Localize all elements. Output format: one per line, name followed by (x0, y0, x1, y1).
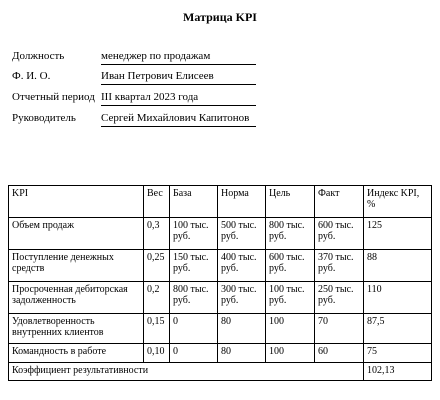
table-cell: Удовлетворенность внутренних клиентов (9, 314, 144, 344)
table-cell: 87,5 (364, 314, 432, 344)
table-cell: 0,25 (144, 250, 170, 282)
effectiveness-label: Коэффициент результативности (9, 363, 364, 381)
table-cell: 80 (218, 344, 266, 363)
table-cell: 100 (266, 314, 315, 344)
full-name-value: Иван Петрович Елисеев (101, 70, 214, 82)
kpi-table (8, 185, 432, 381)
header-cell: Цель (266, 186, 315, 218)
table-row (9, 282, 432, 314)
table-cell: 70 (315, 314, 364, 344)
table-cell: 0,2 (144, 282, 170, 314)
position-value: менеджер по продажам (101, 50, 211, 62)
effectiveness-value: 102,13 (364, 363, 432, 381)
table-row (9, 344, 432, 363)
full-name-underline (101, 84, 256, 85)
table-cell: 600 тыс. руб. (266, 250, 315, 282)
period-value: III квартал 2023 года (101, 91, 199, 103)
table-cell: 500 тыс. руб. (218, 218, 266, 250)
table-cell: 250 тыс. руб. (315, 282, 364, 314)
header-cell: Вес (144, 186, 170, 218)
table-cell: 100 тыс. руб. (170, 218, 218, 250)
table-footer-row (9, 363, 432, 381)
manager-label: Руководитель (12, 112, 76, 124)
table-cell: Объем продаж (9, 218, 144, 250)
table-cell: Просроченная дебиторская задолженность (9, 282, 144, 314)
table-cell: 800 тыс. руб. (266, 218, 315, 250)
table-row (9, 314, 432, 344)
header-cell: Факт (315, 186, 364, 218)
table-cell: 75 (364, 344, 432, 363)
table-cell: 0,10 (144, 344, 170, 363)
header-cell: KPI (9, 186, 144, 218)
table-cell: 300 тыс. руб. (218, 282, 266, 314)
manager-value: Сергей Михайлович Капитонов (101, 112, 250, 124)
table-cell: 0,3 (144, 218, 170, 250)
table-cell: 60 (315, 344, 364, 363)
position-underline (101, 64, 256, 65)
table-cell: 88 (364, 250, 432, 282)
table-cell: 370 тыс. руб. (315, 250, 364, 282)
manager-underline (101, 126, 256, 127)
table-cell: 110 (364, 282, 432, 314)
table-cell: 0,15 (144, 314, 170, 344)
table-cell: 100 (266, 344, 315, 363)
table-header-row (9, 186, 432, 218)
header-cell: Норма (218, 186, 266, 218)
period-underline (101, 105, 256, 106)
table-cell: 100 тыс. руб. (266, 282, 315, 314)
header-cell: База (170, 186, 218, 218)
table-row (9, 218, 432, 250)
position-label: Должность (12, 50, 65, 62)
table-cell: Поступление денежных средств (9, 250, 144, 282)
table-cell: 80 (218, 314, 266, 344)
full-name-label: Ф. И. О. (12, 70, 51, 82)
header-cell: Индекс KPI, % (364, 186, 432, 218)
table-row (9, 250, 432, 282)
period-label: Отчетный период (12, 91, 95, 103)
document-title: Матрица KPI (183, 10, 257, 24)
table-cell: 400 тыс. руб. (218, 250, 266, 282)
table-cell: 0 (170, 344, 218, 363)
table-cell: 150 тыс. руб. (170, 250, 218, 282)
table-cell: 800 тыс. руб. (170, 282, 218, 314)
table-cell: 600 тыс. руб. (315, 218, 364, 250)
table-cell: 125 (364, 218, 432, 250)
table-cell: 0 (170, 314, 218, 344)
table-cell: Командность в работе (9, 344, 144, 363)
